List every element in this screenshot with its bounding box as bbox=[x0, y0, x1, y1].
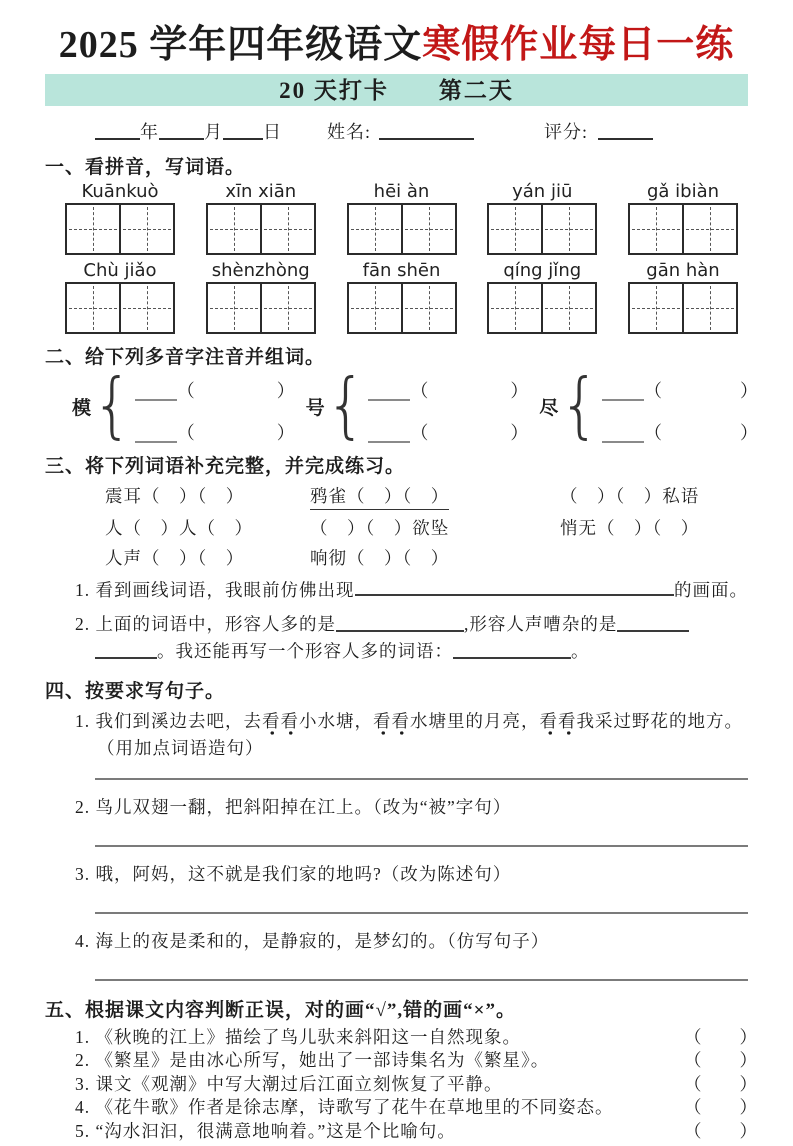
q1-dotted-word: 看看 bbox=[540, 711, 577, 736]
pinyin-label: fān shēn bbox=[362, 259, 441, 281]
q1-seg: 小水塘， bbox=[299, 710, 373, 731]
polyphone-answer-line: （ ） bbox=[135, 373, 295, 401]
q2-blank-2a[interactable] bbox=[617, 615, 689, 632]
judge-list bbox=[0, 1026, 793, 1144]
word-item[interactable]: 悄无（ ）（ ） bbox=[560, 517, 700, 538]
pinyin-label: yán jiū bbox=[512, 180, 573, 202]
s3-question-1 bbox=[75, 577, 748, 604]
pinyin-item bbox=[60, 181, 180, 255]
q1-blank[interactable] bbox=[355, 579, 675, 596]
pinyin-label: qíng jǐng bbox=[503, 259, 582, 281]
q2-text-pre: 2. 上面的词语中，形容人多的是 bbox=[75, 613, 336, 634]
judge-text: 2. 《繁星》是由冰心所写，她出了一部诗集名为《繁星》。 bbox=[75, 1050, 550, 1071]
polyphone-answer-line: （ ） bbox=[135, 415, 295, 443]
writing-box[interactable] bbox=[487, 282, 597, 334]
q2-text-end: 。 bbox=[571, 640, 590, 661]
writing-box[interactable] bbox=[628, 282, 738, 334]
q2-text-mid: ,形容人声嘈杂的是 bbox=[464, 613, 618, 634]
q1-seg: 我采过野花的地方。（用加点词语造句） bbox=[97, 710, 743, 758]
q1-dotted-word: 看看 bbox=[373, 711, 410, 736]
judge-text: 5. “沟水汩汩，很满意地响着。”这是个比喻句。 bbox=[75, 1120, 456, 1141]
month-blank[interactable] bbox=[159, 123, 204, 140]
polyphone-answer-line: （ ） bbox=[368, 373, 528, 401]
judge-answer-slot[interactable]: （ ） bbox=[684, 1120, 758, 1141]
polyphone-row bbox=[72, 364, 758, 448]
year-label: 年 bbox=[140, 121, 159, 142]
day-label: 日 bbox=[263, 121, 282, 142]
writing-box[interactable] bbox=[206, 282, 316, 334]
q2-blank-2b[interactable] bbox=[95, 642, 157, 659]
word-item-empty bbox=[560, 545, 753, 570]
answer-line-3[interactable] bbox=[95, 912, 748, 914]
word-item[interactable]: （ ）（ ）私语 bbox=[560, 485, 700, 506]
writing-box[interactable] bbox=[65, 282, 175, 334]
pinyin-item bbox=[342, 260, 462, 334]
q1-text-post: 的画面。 bbox=[674, 579, 748, 600]
judge-item-2 bbox=[75, 1049, 758, 1073]
writing-box[interactable] bbox=[487, 203, 597, 255]
pinyin-blank[interactable] bbox=[135, 384, 177, 401]
polyphone-group-jin bbox=[539, 364, 758, 448]
judge-answer-slot[interactable]: （ ） bbox=[684, 1026, 758, 1047]
writing-box[interactable] bbox=[65, 203, 175, 255]
name-label: 姓名: bbox=[327, 121, 372, 142]
polyphone-char: 号 bbox=[305, 398, 325, 420]
s4-question-1 bbox=[75, 708, 748, 762]
month-label: 月 bbox=[204, 121, 223, 142]
judge-answer-slot[interactable]: （ ） bbox=[684, 1097, 758, 1118]
section4-heading: 四、按要求写句子。 bbox=[45, 680, 226, 702]
s4-question-3: 3. 哦，阿妈，这不就是我们家的地吗?（改为陈述句） bbox=[75, 863, 512, 884]
section2-heading: 二、给下列多音字注音并组词。 bbox=[45, 346, 326, 368]
judge-text: 1. 《秋晚的江上》描绘了鸟儿驮来斜阳这一自然现象。 bbox=[75, 1026, 521, 1047]
judge-answer-slot[interactable]: （ ） bbox=[684, 1050, 758, 1071]
pinyin-item bbox=[623, 260, 743, 334]
pinyin-blank[interactable] bbox=[135, 426, 177, 443]
pinyin-label: xīn xiān bbox=[225, 180, 297, 202]
section1-heading: 一、看拼音，写词语。 bbox=[45, 156, 246, 178]
pinyin-label: gǎ ibiàn bbox=[646, 180, 720, 202]
pinyin-blank[interactable] bbox=[602, 384, 644, 401]
year-blank[interactable] bbox=[95, 123, 140, 140]
word-item[interactable]: （ ）（ ）欲坠 bbox=[310, 517, 450, 538]
judge-item-1 bbox=[75, 1026, 758, 1050]
pinyin-blank[interactable] bbox=[368, 426, 410, 443]
brace-icon: { bbox=[325, 364, 367, 448]
pinyin-item bbox=[482, 181, 602, 255]
pinyin-grid bbox=[60, 181, 743, 334]
polyphone-group-hao bbox=[305, 364, 529, 448]
pinyin-label: shènzhòng bbox=[211, 259, 310, 281]
pinyin-row-1 bbox=[60, 181, 743, 255]
page-title bbox=[0, 24, 793, 68]
pinyin-item bbox=[342, 181, 462, 255]
pinyin-row-2 bbox=[60, 260, 743, 334]
pinyin-label: Kuānkuò bbox=[81, 180, 159, 202]
pinyin-item bbox=[201, 260, 321, 334]
day-banner bbox=[45, 74, 748, 106]
writing-box[interactable] bbox=[347, 203, 457, 255]
date-name-score-line bbox=[95, 118, 793, 144]
day-banner-text: 20 天打卡 第二天 bbox=[279, 77, 514, 103]
polyphone-answer-line: （ ） bbox=[368, 415, 528, 443]
score-label: 评分: bbox=[544, 121, 589, 142]
section3-heading: 三、将下列词语补充完整，并完成练习。 bbox=[45, 455, 406, 477]
answer-line-1[interactable] bbox=[95, 778, 748, 780]
s4-question-2: 2. 鸟儿双翅一翻，把斜阳掉在江上。（改为“被”字句） bbox=[75, 796, 512, 817]
judge-item-4 bbox=[75, 1096, 758, 1120]
pinyin-item bbox=[201, 181, 321, 255]
answer-line-4[interactable] bbox=[95, 979, 748, 981]
brace-icon: { bbox=[559, 364, 600, 448]
word-item[interactable]: 人（ ）人（ ） bbox=[105, 517, 253, 538]
pinyin-blank[interactable] bbox=[602, 426, 644, 443]
section5-heading: 五、根据课文内容判断正误，对的画“√”,错的画“×”。 bbox=[45, 999, 517, 1021]
polyphone-answer-line: （ ） bbox=[602, 373, 758, 401]
answer-line-2[interactable] bbox=[95, 845, 748, 847]
writing-box[interactable] bbox=[347, 282, 457, 334]
page-title-red: 寒假作业每日一练 bbox=[422, 24, 735, 66]
word-item[interactable]: 人声（ ）（ ） bbox=[105, 547, 245, 568]
q1-seg: 水塘里的月亮， bbox=[410, 710, 540, 731]
pinyin-label: Chù jiǎo bbox=[83, 259, 157, 281]
pinyin-blank[interactable] bbox=[368, 384, 410, 401]
q1-dotted-word: 看看 bbox=[262, 711, 299, 736]
judge-answer-slot[interactable]: （ ） bbox=[684, 1073, 758, 1094]
q2-blank-1[interactable] bbox=[336, 615, 464, 632]
polyphone-answer-line: （ ） bbox=[602, 415, 758, 443]
word-item[interactable]: 响彻（ ）（ ） bbox=[310, 547, 450, 568]
s4-question-4: 4. 海上的夜是柔和的，是静寂的，是梦幻的。（仿写句子） bbox=[75, 930, 550, 951]
page-title-black: 2025 学年四年级语文 bbox=[58, 24, 423, 66]
pinyin-item bbox=[623, 181, 743, 255]
q2-text-line2: 。我还能再写一个形容人多的词语： bbox=[157, 640, 453, 661]
word-completion-grid bbox=[105, 483, 753, 570]
q1-seg: 1. 我们到溪边去吧，去 bbox=[75, 710, 262, 731]
name-blank[interactable] bbox=[379, 123, 474, 140]
day-blank[interactable] bbox=[223, 123, 263, 140]
s3-question-2 bbox=[75, 611, 748, 665]
judge-item-3 bbox=[75, 1073, 758, 1097]
word-item[interactable]: 震耳（ ）（ ） bbox=[105, 485, 245, 506]
polyphone-group-mo bbox=[72, 364, 295, 448]
pinyin-label: gān hàn bbox=[646, 259, 720, 281]
q2-blank-3[interactable] bbox=[453, 642, 571, 659]
pinyin-item bbox=[482, 260, 602, 334]
polyphone-char: 模 bbox=[72, 398, 92, 420]
writing-box[interactable] bbox=[628, 203, 738, 255]
judge-text: 3. 课文《观潮》中写大潮过后江面立刻恢复了平静。 bbox=[75, 1073, 503, 1094]
writing-box[interactable] bbox=[206, 203, 316, 255]
polyphone-char: 尽 bbox=[539, 398, 559, 420]
judge-text: 4. 《花牛歌》作者是徐志摩，诗歌写了花牛在草地里的不同姿态。 bbox=[75, 1097, 614, 1118]
word-item-underlined[interactable]: 鸦雀（ ）（ ） bbox=[310, 483, 449, 510]
score-blank[interactable] bbox=[598, 123, 653, 140]
q1-text-pre: 1. 看到画线词语，我眼前仿佛出现 bbox=[75, 579, 355, 600]
brace-icon: { bbox=[92, 364, 133, 448]
judge-item-5 bbox=[75, 1120, 758, 1144]
pinyin-label: hēi àn bbox=[373, 180, 430, 202]
pinyin-item bbox=[60, 260, 180, 334]
